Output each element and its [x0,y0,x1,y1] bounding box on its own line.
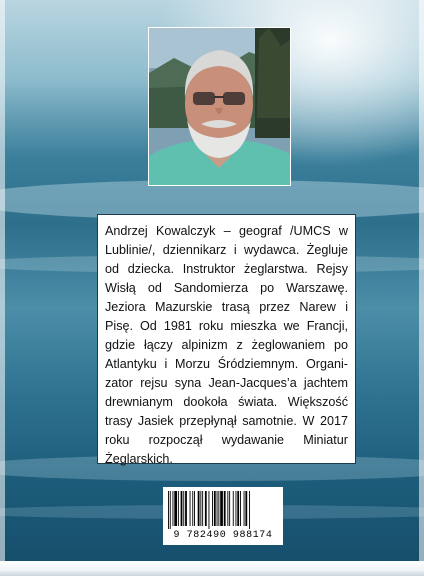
barcode-bar [244,491,245,526]
edge-highlight [0,0,5,561]
barcode-bar [220,491,223,526]
author-photo [148,27,291,186]
barcode-bar [236,491,237,526]
barcode-bar [217,491,218,526]
page-bottom-edge [0,561,424,576]
barcode-bar [218,491,219,526]
barcode-bar [168,491,169,529]
barcode-bar [202,491,203,526]
barcode-bar [233,491,234,526]
barcode-bar [237,491,239,526]
author-bio-text: Andrzej Kowalczyk – geograf /UMCS w Lublinie/, dziennikarz i wydawca. Żegluje od dziecka. Instruktor żeglarstwa. Rejsy Wisłą od Sandomierza po Warszawę. Jeziora Mazurskie trasą przez Narew i Pisę. Od 1981 roku mieszka we Francji, gdzie łączy alpinizm z żeglowaniem po Atlantyku i Morzu Śródziemnym. Organizator rejsu syna Jean-Jacques’a jachtem drewnianym dookoła świata. Większość trasy Jasiek przepłynął samotnie. W 2017 roku rozpoczął wydawanie Miniatur Żeglarskich. [105,224,348,466]
barcode-bar [200,491,201,526]
barcode-bar [209,491,210,529]
author-bio-box [97,214,356,464]
barcode-bar [174,491,177,526]
barcode-bar [190,491,191,526]
barcode-bar [192,491,193,526]
barcode-bar [185,491,187,526]
isbn-number: 9 782490 988174 [173,530,273,541]
barcode-bars [168,491,278,529]
barcode-bar [173,491,174,526]
barcode-bar [183,491,184,526]
isbn-barcode [163,487,283,545]
barcode-bar [240,491,241,526]
barcode-bar [249,491,250,529]
barcode-bar [245,491,247,526]
barcode-bar [227,491,228,526]
barcode-bar [229,491,230,526]
barcode-bar [181,491,183,526]
barcode-bar [212,491,213,526]
barcode-bar [178,491,179,526]
barcode-bar [194,491,195,526]
barcode-bar [198,491,200,526]
barcode-bar [205,491,207,526]
barcode-bar [214,491,216,526]
barcode-bar [170,491,171,529]
edge-highlight [419,0,424,561]
barcode-bar [224,491,226,526]
